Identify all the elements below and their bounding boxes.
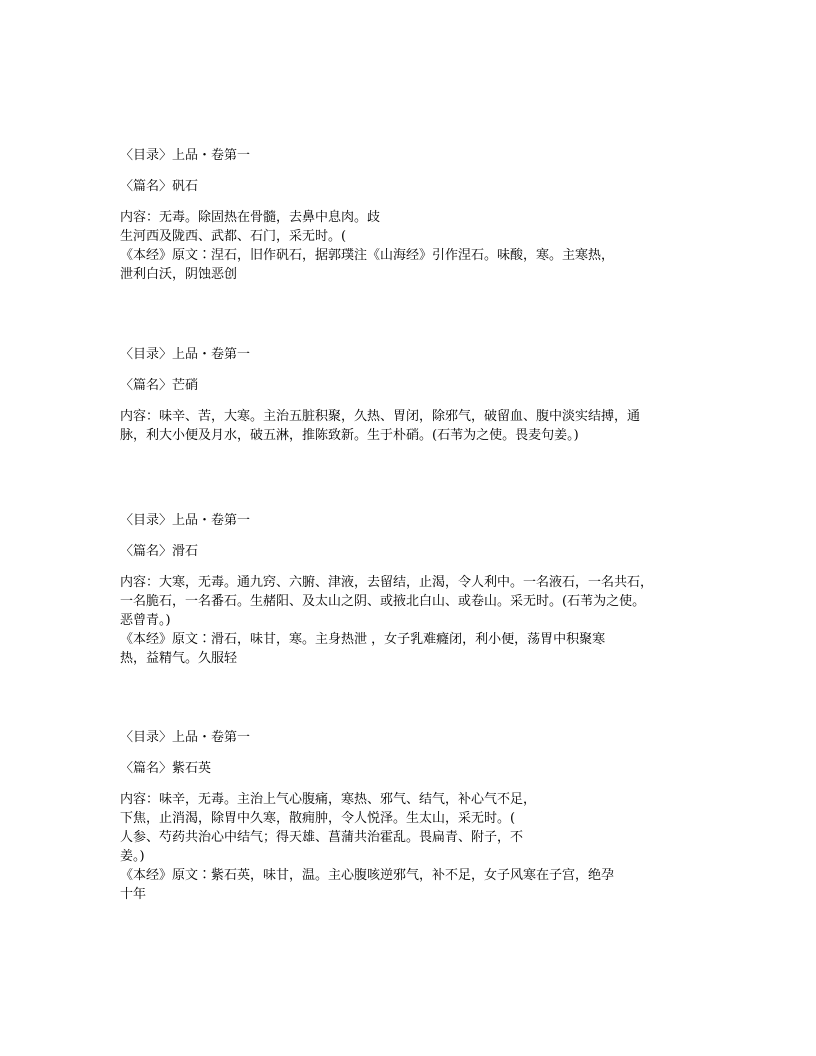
content-line: 内容：味辛，无毒。主治上气心腹痛，寒热、邪气、结气，补心气不足， (120, 792, 537, 807)
catalog-line: 〈目录〉上品・卷第一 (120, 347, 251, 362)
entry-title: 〈篇名〉紫石英 (120, 761, 212, 776)
entry-title: 〈篇名〉芒硝 (120, 378, 199, 393)
content-line: 人参、芍药共治心中结气；得天雄、菖蒲共治霍乱。畏扁青、附子，不 (120, 830, 524, 845)
content-line: 姜。) (120, 849, 145, 864)
entry-title: 〈篇名〉滑石 (120, 544, 199, 559)
content-line: 脉，利大小便及月水，破五淋，推陈致新。生于朴硝。(石苇为之使。畏麦句姜。) (120, 428, 579, 443)
content-line: 内容：味辛、苦，大寒。主治五脏积聚，久热、胃闭，除邪气，破留血、腹中淡实结搏，通 (120, 409, 641, 424)
content-line: 内容：无毒。除固热在骨髓，去鼻中息肉。歧 (120, 210, 381, 225)
content-line: 下焦，止消渴，除胃中久寒，散痈肿，令人悦泽。生太山，采无时。( (120, 811, 516, 826)
content-line: 《本经》原文∶滑石，味甘，寒。主身热泄 ，女子乳难癃闭，利小便，荡胃中积聚寒 (120, 632, 606, 647)
content-line: 泄利白沃，阴蚀恶创 (120, 267, 238, 282)
entry-mirabilite (120, 345, 700, 445)
entry-talc (120, 511, 700, 668)
catalog-line: 〈目录〉上品・卷第一 (120, 513, 251, 528)
content-line: 生河西及陇西、武都、石门，采无时。( (120, 229, 347, 244)
catalog-line: 〈目录〉上品・卷第一 (120, 148, 251, 163)
entry-title: 〈篇名〉矾石 (120, 179, 199, 194)
entry-fluorite (120, 728, 700, 904)
content-line: 热，益精气。久服轻 (120, 651, 238, 666)
catalog-line: 〈目录〉上品・卷第一 (120, 730, 251, 745)
content-line: 《本经》原文∶涅石，旧作矾石，据郭璞注《山海经》引作涅石。味酸，寒。主寒热， (120, 248, 615, 263)
content-line: 一名脆石，一名番石。生赭阳、及太山之阴、或掖北白山、或卷山。采无时。(石苇为之使。 (120, 594, 646, 609)
content-line: 《本经》原文∶紫石英，味甘，温。主心腹咳逆邪气，补不足，女子风寒在子宫，绝孕 (120, 868, 615, 883)
entry-alum (120, 146, 700, 284)
content-line: 内容：大寒，无毒。通九窍、六腑、津液，去留结，止渴，令人利中。一名液石，一名共石， (120, 575, 654, 590)
content-line: 恶曾青。) (120, 613, 171, 628)
content-line: 十年 (120, 887, 147, 902)
